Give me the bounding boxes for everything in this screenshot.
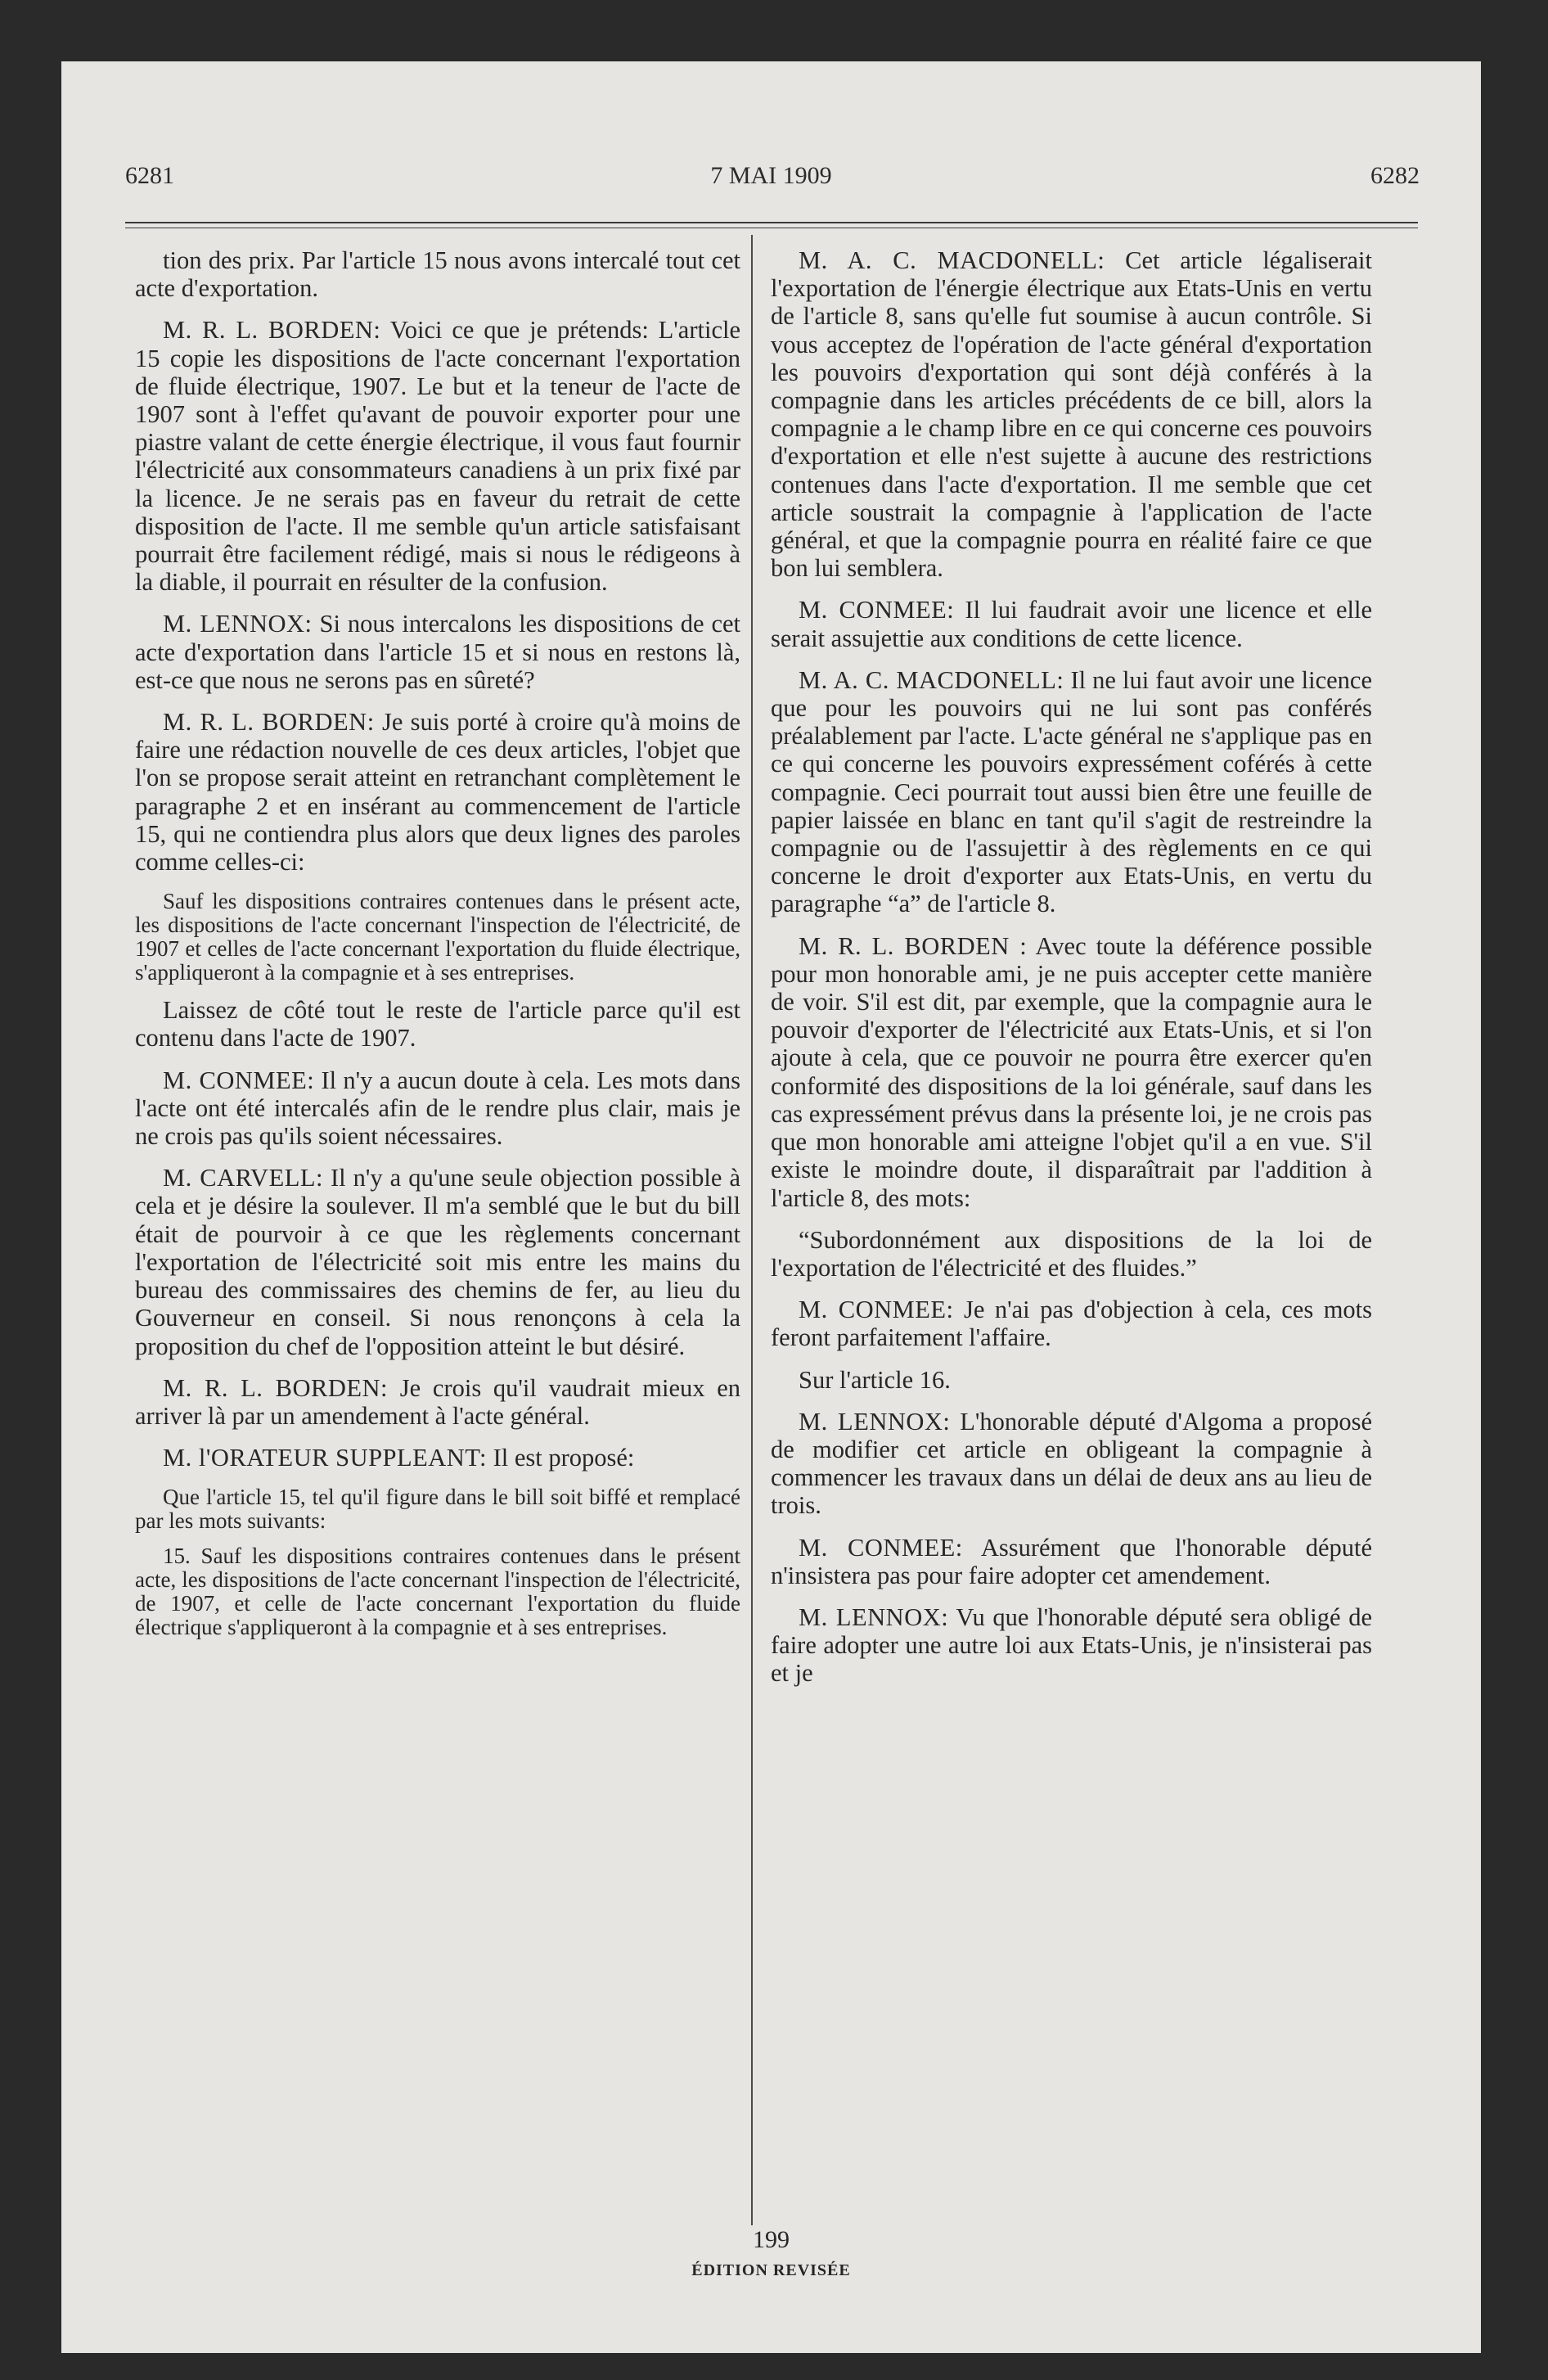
- speaker-name: M. R. L. BORDEN:: [163, 1373, 389, 1402]
- paragraph: [771, 1534, 1372, 1589]
- speaker-name: M. LENNOX:: [799, 1407, 951, 1436]
- header-rule: [125, 222, 1418, 223]
- paragraph: [771, 1296, 1372, 1351]
- paragraph-text: Sauf les dispositions contraires contenues dans le présent acte, les dispositions de l'acte concernant l'inspection de l'électricité, de 1907 et celles de l'acte concernant l'exportation du fluide électrique, s'appliqueront à la compagnie et à ses entreprises.: [135, 889, 740, 985]
- paragraph: [135, 890, 740, 985]
- paragraph-text: Il est proposé:: [493, 1444, 635, 1472]
- document-page: [61, 61, 1481, 2353]
- speaker-name: M. A. C. MACDONELL:: [799, 246, 1105, 274]
- paragraph: [135, 1164, 740, 1359]
- paragraph: [135, 316, 740, 596]
- footer-page-number: 199: [753, 2226, 790, 2253]
- paragraph: [771, 666, 1372, 918]
- speaker-name: M. CONMEE:: [163, 1066, 315, 1094]
- speaker-name: M. CONMEE:: [799, 1296, 954, 1324]
- paragraph: [771, 1366, 1372, 1394]
- paragraph: [135, 246, 740, 302]
- paragraph: [771, 932, 1372, 1212]
- footer-edition: ÉDITION REVISÉE: [691, 2261, 851, 2279]
- paragraph-text: Il lui faudrait avoir une licence et elle serait assujettie aux conditions de cette licence.: [771, 596, 1372, 652]
- speaker-name: M. l'ORATEUR SUPPLEANT:: [163, 1444, 487, 1472]
- speaker-name: M. R. L. BORDEN:: [163, 316, 381, 345]
- paragraph: [135, 1544, 740, 1639]
- paragraph: [771, 1603, 1372, 1688]
- paragraph-text: L'honorable député d'Algoma a proposé de modifier cet article en obligeant la compagnie à commencer les travaux dans un délai de deux ans au lieu de trois.: [771, 1407, 1372, 1520]
- paragraph-text: tion des prix. Par l'article 15 nous avons intercalé tout cet acte d'exportation.: [135, 246, 740, 303]
- paragraph-text: Je crois qu'il vaudrait mieux en arriver là par un amendement à l'acte général.: [135, 1373, 741, 1430]
- speaker-name: M. A. C. MACDONELL:: [799, 665, 1064, 694]
- left-page-number: 6281: [125, 162, 174, 189]
- paragraph-text: Je n'ai pas d'objection à cela, ces mots feront parfaitement l'affaire.: [771, 1296, 1373, 1352]
- paragraph-text: Laissez de côté tout le reste de l'article parce qu'il est contenu dans l'acte de 1907.: [135, 996, 740, 1053]
- speaker-name: M. LENNOX:: [163, 610, 313, 638]
- page-date: 7 MAI 1909: [710, 162, 832, 189]
- paragraph-text: “Subordonnément aux dispositions de la loi de l'exportation de l'électricité et des fluides.”: [771, 1225, 1372, 1282]
- paragraph: [771, 1408, 1372, 1520]
- paragraph: [135, 1374, 740, 1430]
- speaker-name: M. CONMEE:: [799, 1533, 963, 1562]
- speaker-name: M. CARVELL:: [163, 1164, 323, 1192]
- speaker-name: M. R. L. BORDEN:: [163, 708, 375, 737]
- speaker-name: M. R. L. BORDEN :: [799, 931, 1028, 960]
- paragraph-text: Assurément que l'honorable député n'insistera pas pour faire adopter cet amendement.: [771, 1533, 1372, 1589]
- paragraph: [135, 1066, 740, 1151]
- paragraph-text: Sur l'article 16.: [799, 1365, 951, 1394]
- left-column: [135, 246, 740, 1651]
- paragraph-text: Il ne lui faut avoir une licence que pour les pouvoirs qui ne lui sont pas conférés préalablement par l'acte. L'acte général ne s'applique pas en ce qui concerne les pouvoirs expressément coférés à cette compagnie. Ceci pourrait tout aussi bien être une feuille de papier laissée en blanc en tant qu'il s'agit de restreindre la compagnie ou de l'assujettir à des règlements en ce qui concerne le droit d'exporter aux Etats-Unis, en vertu du paragraphe “a” de l'article 8.: [771, 665, 1372, 918]
- paragraph: [771, 1226, 1372, 1282]
- paragraph-text: Je suis porté à croire qu'à moins de faire une rédaction nouvelle de ces deux articles, l'objet que l'on se propose serait atteint en retranchant complètement le paragraphe 2 et en insérant au commencement de l'article 15, qui ne contiendra plus alors que deux lignes des paroles comme celles-ci:: [135, 708, 741, 877]
- paragraph-text: Cet article légaliserait l'exportation de l'énergie électrique aux Etats-Unis en vertu de l'article 8, sans qu'elle fut soumise à aucun contrôle. Si vous acceptez de l'opération de l'acte général d'exportation les pouvoirs d'exportation qui sont déjà conférés à la compagnie dans les articles précédents de ce bill, alors la compagnie a le champ libre en ce qui concerne ces pouvoirs d'exportation et elle n'est sujette à aucune des restrictions contenues dans l'acte d'exportation. Il me semble que cet article soustrait la compagnie à l'application de l'acte général, et que la compagnie pourra en réalité faire ce que bon lui semblera.: [771, 246, 1373, 583]
- paragraph: [771, 246, 1372, 582]
- paragraph-text: 15. Sauf les dispositions contraires contenues dans le présent acte, les dispositions de l'acte concernant l'inspection de l'électricité, de 1907, et celle de l'acte concernant l'exportation du fluide électrique s'appliqueront à la compagnie et à ses entreprises.: [135, 1544, 740, 1640]
- paragraph: [135, 610, 740, 694]
- paragraph-text: Voici ce que je prétends: L'article 15 copie les dispositions de l'acte concernant l'exportation de fluide électrique, 1907. Le but et la teneur de l'acte de 1907 sont à l'effet qu'avant de pouvoir exporter pour une piastre valant de cette énergie électrique, il vous faut fournir l'électricité aux consommateurs canadiens à un prix fixé par la licence. Je ne serais pas en faveur du retrait de cette disposition de l'acte. Il me semble qu'un article satisfaisant pourrait être facilement rédigé, mais si nous le rédigeons à la diable, il pourrait en résulter de la confusion.: [135, 316, 740, 597]
- paragraph: [135, 1444, 740, 1472]
- paragraph: [771, 596, 1372, 651]
- paragraph-text: Avec toute la déférence possible pour mon honorable ami, je ne puis accepter cette manière de voir. S'il est dit, par exemple, que la compagnie aura le pouvoir d'exporter de l'électricité aux Etats-Unis, et si l'on ajoute à cela, que ce pouvoir ne pourra être exercer qu'en conformité des dispositions de la loi générale, sauf dans les cas expressément prévus dans la présente loi, je ne crois pas que mon honorable ami atteigne l'objet qu'il a en vue. S'il existe le moindre doute, il disparaîtrait par l'addition à l'article 8, des mots:: [771, 931, 1372, 1212]
- paragraph: [135, 1485, 740, 1533]
- right-column: [771, 246, 1372, 1702]
- paragraph-text: Il n'y a qu'une seule objection possible à cela et je désire la soulever. Il m'a semblé que le but du bill était de pourvoir à ce que les règlements concernant l'exportation de l'électricité soit mis entre les mains du bureau des commissaires des chemins de fer, au lieu du Gouverneur en conseil. Si nous renonçons à cela la proposition du chef de l'opposition atteint le but désiré.: [135, 1164, 740, 1360]
- paragraph: [135, 996, 740, 1052]
- right-page-number: 6282: [1370, 162, 1420, 189]
- paragraph-text: Si nous intercalons les dispositions de cet acte d'exportation dans l'article 15 et si nous en restons là, est-ce que nous ne serons pas en sûreté?: [135, 610, 740, 694]
- paragraph-text: Que l'article 15, tel qu'il figure dans le bill soit biffé et remplacé par les mots suivants:: [135, 1485, 740, 1534]
- speaker-name: M. LENNOX:: [799, 1602, 949, 1631]
- paragraph-text: Vu que l'honorable député sera obligé de faire adopter une autre loi aux Etats-Unis, je n'insisterai pas et je: [771, 1602, 1372, 1688]
- paragraph: [135, 708, 740, 876]
- speaker-name: M. CONMEE:: [799, 596, 955, 624]
- paragraph-text: Il n'y a aucun doute à cela. Les mots dans l'acte ont été intercalés afin de le rendre plus clair, mais je ne crois pas qu'ils soient nécessaires.: [135, 1066, 740, 1151]
- column-divider: [751, 235, 753, 2225]
